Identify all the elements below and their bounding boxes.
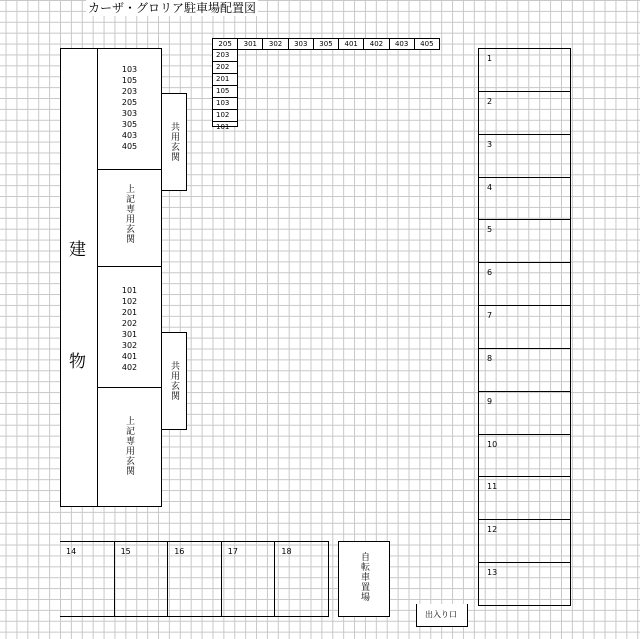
mailbox-cell: 303: [289, 39, 314, 49]
unit-number: 301: [121, 330, 138, 339]
parking-space: [478, 134, 571, 178]
unit-number: 202: [121, 319, 138, 328]
mailbox-top-row: [212, 38, 440, 50]
parking-space: [167, 541, 222, 617]
upper-shared-entrance: [161, 93, 187, 191]
page-title: カーザ・グロリア駐車場配置図: [88, 1, 257, 15]
parking-space-number: 1: [487, 54, 493, 63]
unit-number: 403: [121, 131, 138, 140]
parking-space: [478, 91, 571, 135]
building-label-1: 建: [69, 240, 86, 260]
mailbox-cell: 305: [314, 39, 339, 49]
unit-number: 105: [121, 76, 138, 85]
unit-number: 205: [121, 98, 138, 107]
parking-space-number: 5: [487, 225, 493, 235]
parking-space: [478, 562, 571, 606]
parking-space-number: 4: [487, 182, 493, 192]
mailbox-cell: 105: [213, 86, 237, 98]
parking-space-number: 12: [487, 525, 498, 535]
unit-number: 401: [121, 352, 138, 361]
parking-space: [478, 434, 571, 478]
parking-space-number: 6: [487, 268, 493, 278]
building-label-2: 物: [69, 352, 86, 372]
mailbox-cell: 103: [213, 98, 237, 110]
mailbox-cell: 101: [216, 123, 230, 131]
mailbox-cell: 205: [213, 39, 238, 49]
parking-space: [478, 48, 571, 92]
mailbox-cell: 403: [390, 39, 415, 49]
parking-space-number: 11: [487, 482, 498, 492]
mailbox-cell: 301: [238, 39, 263, 49]
right-parking-area: [478, 48, 571, 605]
mailbox-cell: 102: [213, 110, 237, 122]
unit-number: 302: [121, 341, 138, 350]
lower-unit-list: [98, 285, 161, 373]
building: [60, 48, 98, 507]
bottom-parking-area: [60, 541, 328, 617]
parking-space-number: 2: [487, 96, 493, 106]
parking-space: [478, 476, 571, 520]
parking-space: [274, 541, 329, 617]
parking-space-number: 16: [174, 547, 185, 556]
lower-shared-entrance: [161, 332, 187, 430]
mailbox-cell: 401: [339, 39, 364, 49]
mailbox-cell: 302: [263, 39, 288, 49]
parking-space: [478, 391, 571, 435]
unit-number: 101: [121, 286, 138, 295]
bicycle-parking-label: 自転車置場: [359, 552, 369, 602]
parking-space-number: 8: [487, 353, 493, 363]
upper-unit-list: [98, 64, 161, 152]
mailbox-cell: 201: [213, 74, 237, 86]
entrance-label: 出入り口: [425, 610, 457, 619]
parking-space: [478, 177, 571, 221]
parking-space-number: 9: [487, 396, 493, 406]
lower-unit-list-box: [97, 266, 162, 388]
parking-space-number: 18: [281, 547, 292, 556]
unit-number: 102: [121, 297, 138, 306]
upper-private-entrance: [97, 169, 162, 267]
mailbox-column: [212, 49, 238, 131]
parking-space-number: 13: [487, 568, 498, 578]
parking-space: [478, 519, 571, 563]
upper-unit-list-box: [97, 48, 162, 170]
mailbox-cell: 405: [420, 40, 434, 48]
unit-number: 303: [121, 109, 138, 118]
mailbox-cell: 203: [213, 50, 237, 62]
unit-number: 402: [121, 363, 138, 372]
entrance: [416, 604, 468, 627]
parking-space: [478, 348, 571, 392]
upper-shared-entrance-label: 共用玄関: [169, 122, 179, 162]
parking-space: [221, 541, 276, 617]
lower-private-entrance: [97, 387, 162, 507]
mailbox-cell: 202: [213, 62, 237, 74]
parking-space: [60, 541, 115, 617]
parking-space-number: 17: [227, 547, 238, 556]
unit-number: 201: [121, 308, 138, 317]
unit-number: 203: [121, 87, 138, 96]
mailbox-cell: 402: [364, 39, 389, 49]
upper-private-entrance-label: 上記専用玄関: [124, 184, 134, 244]
parking-space-number: 14: [66, 547, 77, 556]
unit-number: 305: [121, 120, 138, 129]
lower-private-entrance-label: 上記専用玄関: [124, 416, 134, 476]
parking-space-number: 10: [487, 439, 498, 449]
parking-space-number: 3: [487, 139, 493, 149]
lower-shared-entrance-label: 共用玄関: [169, 361, 179, 401]
parking-space: [478, 262, 571, 306]
unit-number: 405: [121, 142, 138, 151]
parking-space: [478, 305, 571, 349]
parking-space: [478, 219, 571, 263]
parking-space-number: 7: [487, 311, 493, 321]
bicycle-parking: [338, 541, 390, 617]
parking-space-number: 15: [120, 547, 131, 556]
parking-space: [114, 541, 169, 617]
unit-number: 103: [121, 65, 138, 74]
